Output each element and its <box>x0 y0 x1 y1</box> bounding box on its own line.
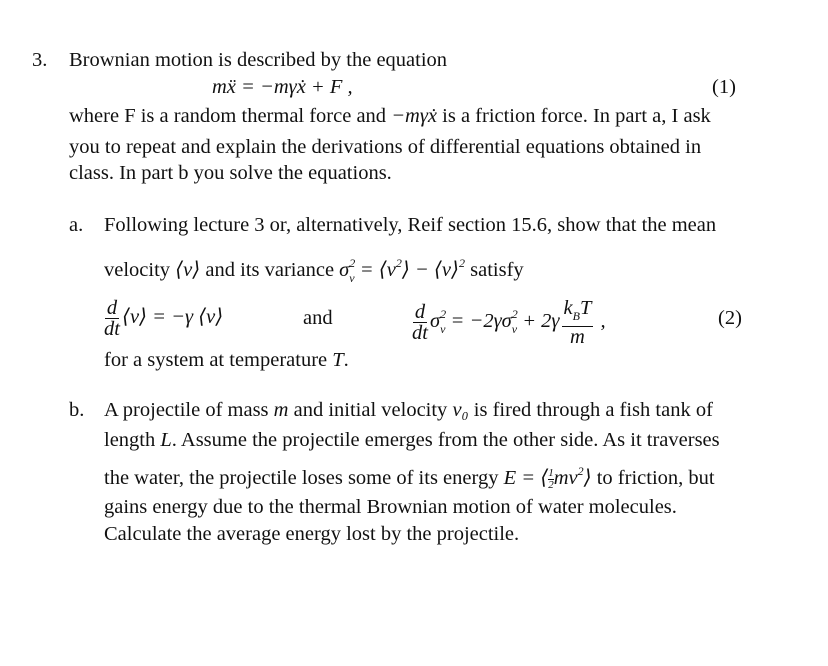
intro-text: Brownian motion is described by the equation <box>69 49 448 71</box>
variance-definition: $\sigma^2_v$ = $⟨v^2⟩$ − ⟨v⟩$^2$ <box>339 256 465 285</box>
text: where F is a random thermal force and <box>69 105 392 127</box>
part-a-line-2 <box>104 251 524 290</box>
where-line <box>69 104 711 128</box>
text: is a friction force. In part a, I ask <box>437 105 711 127</box>
part-b-line-2: length L. Assume the projectile emerges from the other side. As it traverses <box>104 429 720 451</box>
part-a-label: a. <box>69 214 84 236</box>
text: velocity <box>104 259 176 281</box>
text: satisfy <box>465 259 524 281</box>
mean-velocity: ⟨v⟩ <box>175 259 201 281</box>
part-a-line-end: for a system at temperature T. <box>104 349 349 371</box>
part-b-label: b. <box>69 399 85 421</box>
equation-1: mẍ = −mγẋ + F , <box>212 76 353 98</box>
friction-term: −mγẋ <box>391 105 438 127</box>
part-b-line-3: the water, the projectile loses some of its energy E = ⟨ $\frac{1}{2}$ $mv^2⟩$ to friction, but <box>104 464 715 491</box>
and-text: and <box>303 307 333 329</box>
intro-line-4: class. In part b you solve the equations. <box>69 162 392 184</box>
equation-2-right: $\frac{d}{dt}$ $\sigma^2_v = -2\gamma\sigma^2_v + 2\gamma$ $\frac{k_BT}{m}$ , <box>412 297 606 348</box>
equation-1-label: (1) <box>712 76 736 98</box>
equation-2-label: (2) <box>718 307 742 329</box>
problem-number: 3. <box>32 49 48 71</box>
part-a-line-1: Following lecture 3 or, alternatively, Reif section 15.6, show that the mean <box>104 214 717 236</box>
text: and its variance <box>200 259 340 281</box>
part-b-line-1: A projectile of mass m and initial velocity v₀ is fired through a fish tank of <box>104 399 713 421</box>
part-b-line-5: Calculate the average energy lost by the projectile. <box>104 523 520 545</box>
intro-line-3: you to repeat and explain the derivations of differential equations obtained in <box>69 136 702 158</box>
part-b-line-4: gains energy due to the thermal Brownian motion of water molecules. <box>104 496 677 518</box>
equation-2-left: $\frac{d}{dt}$ ⟨v⟩ = −γ ⟨v⟩ <box>104 297 224 340</box>
